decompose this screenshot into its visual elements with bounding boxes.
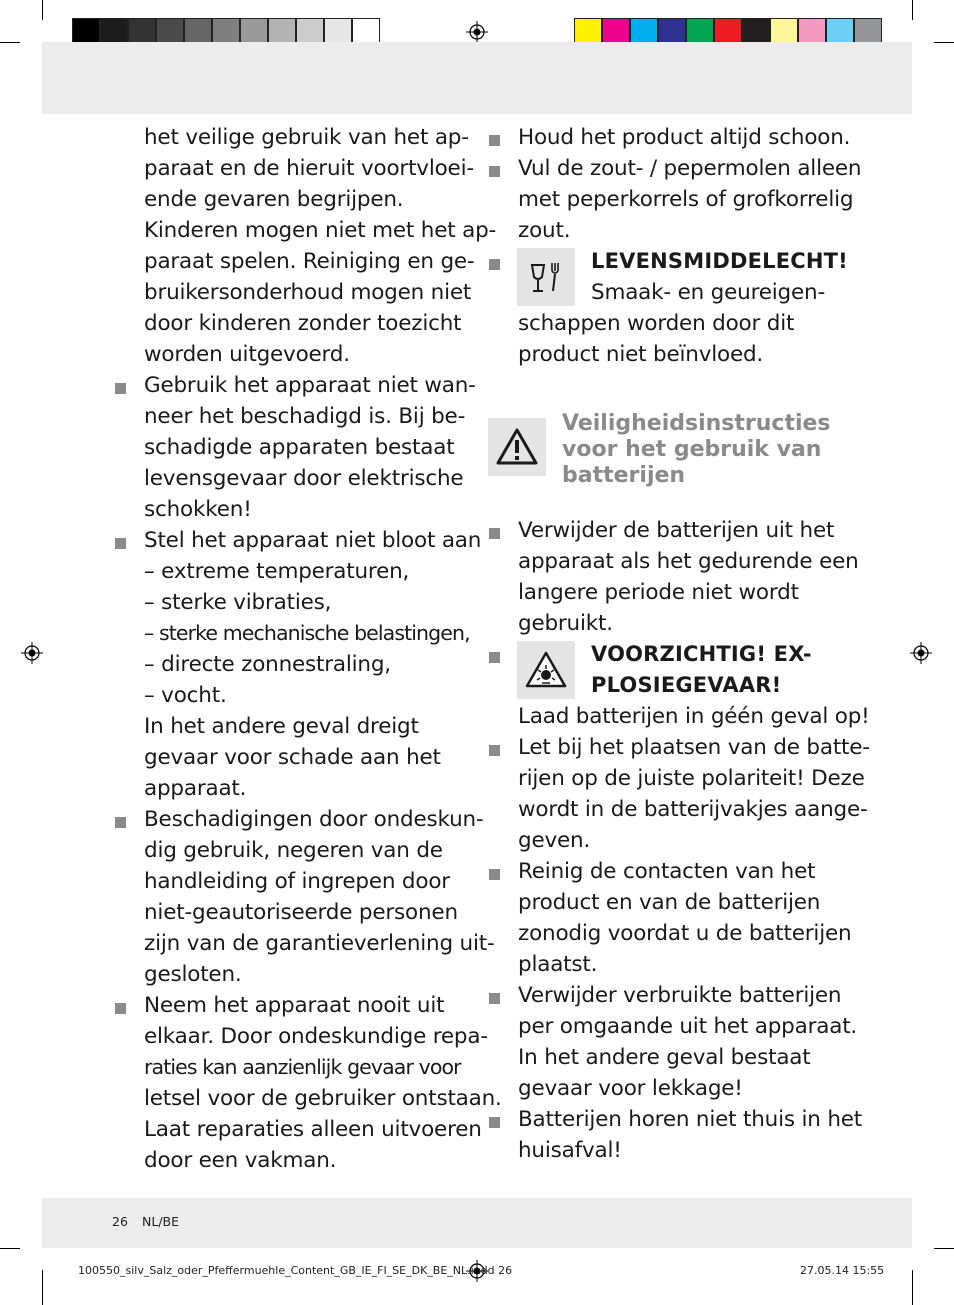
list-item xyxy=(113,525,482,556)
text-line: Vul de zout- / pepermolen alleen xyxy=(518,156,862,181)
section-heading-line: voor het gebruik van xyxy=(562,437,822,462)
list-item xyxy=(487,515,847,546)
section-heading-line: batterijen xyxy=(562,463,686,488)
text-line: Verwijder verbruikte batterijen xyxy=(518,983,842,1008)
bullet-square-icon xyxy=(115,383,126,394)
text-line: gebruikt. xyxy=(518,611,613,636)
text-line: Neem het apparaat nooit uit xyxy=(144,993,445,1018)
text-line: schokken! xyxy=(144,497,252,522)
text-line: schadigde apparaten bestaat xyxy=(144,435,455,460)
list-item xyxy=(487,856,847,887)
food-safe-icon xyxy=(517,248,575,306)
text-line: zout. xyxy=(518,218,571,243)
bullet-square-icon xyxy=(489,259,500,270)
explosion-heading: VOORZICHTIG! EX- xyxy=(591,642,812,666)
text-line: Reinig de contacten van het xyxy=(518,859,816,884)
text-line: Gebruik het apparaat niet wan- xyxy=(144,373,476,398)
text-line: In het andere geval dreigt xyxy=(144,714,419,739)
text-line: Verwijder de batterijen uit het xyxy=(518,518,835,543)
text-line: Batterijen horen niet thuis in het xyxy=(518,1107,863,1132)
text-line: product en van de batterijen xyxy=(518,890,821,915)
crop-mark xyxy=(912,0,913,20)
page-number: 26 xyxy=(112,1214,128,1229)
explosion-icon xyxy=(517,641,575,699)
bullet-square-icon xyxy=(489,993,500,1004)
text-line: wordt in de batterijvakjes aange- xyxy=(518,797,868,822)
exposure-item: – sterke mechanische belastingen, xyxy=(144,621,470,645)
slug-file-info: 100550_silv_Salz_oder_Pfeffermuehle_Content_GB_IE_FI_SE_DK_BE_NL.indd 26 xyxy=(78,1264,513,1277)
continuation-paragraph xyxy=(113,122,497,370)
crop-mark xyxy=(0,1248,20,1249)
list-item xyxy=(113,990,473,1021)
crop-mark xyxy=(42,1270,43,1305)
bullet-square-icon xyxy=(489,652,500,663)
text-line: Houd het product altijd schoon. xyxy=(518,125,851,150)
battery-instructions xyxy=(487,515,870,1166)
bullet-misuse xyxy=(113,804,495,990)
list-item xyxy=(487,153,862,184)
text-line: door kinderen zonder toezicht xyxy=(144,311,462,336)
crop-mark xyxy=(934,1248,954,1249)
text-line: raties kan aanzienlijk gevaar voor xyxy=(144,1055,461,1079)
bullet-square-icon xyxy=(115,1003,126,1014)
list-item xyxy=(113,804,484,835)
locale-label: NL/BE xyxy=(142,1214,179,1229)
bullet-exposure xyxy=(113,525,482,804)
bullet-square-icon xyxy=(489,166,500,177)
text-line: ende gevaren begrijpen. xyxy=(144,187,404,212)
text-line: schappen worden door dit xyxy=(518,311,795,336)
text-line: zonodig voordat u de batterijen xyxy=(518,921,852,946)
text-line: gevaar voor schade aan het xyxy=(144,745,441,770)
warning-triangle-icon xyxy=(488,418,546,476)
exposure-item: – extreme temperaturen, xyxy=(144,559,410,584)
text-line: worden uitgevoerd. xyxy=(144,342,350,367)
text-line: letsel voor de gebruiker ontstaan. xyxy=(144,1086,502,1111)
bullet-square-icon xyxy=(489,869,500,880)
exposure-item: – directe zonnestraling, xyxy=(144,652,391,677)
text-line: rijen op de juiste polariteit! Deze xyxy=(518,766,865,791)
text-line: per omgaande uit het apparaat. xyxy=(518,1014,858,1039)
crop-mark xyxy=(0,42,20,43)
registration-mark-icon xyxy=(466,21,488,43)
text-line: handleiding of ingrepen door xyxy=(144,869,450,894)
text-line: Beschadigingen door ondeskun- xyxy=(144,807,484,832)
text-line: gevaar voor lekkage! xyxy=(518,1076,743,1101)
text-line: In het andere geval bestaat xyxy=(518,1045,811,1070)
crop-mark xyxy=(42,0,43,20)
bullet-square-icon xyxy=(489,1117,500,1128)
text-line: Laat reparaties alleen uitvoeren xyxy=(144,1117,482,1142)
exposure-item: – sterke vibraties, xyxy=(144,590,332,615)
crop-mark xyxy=(912,1270,913,1305)
header-band xyxy=(42,42,912,114)
text-line: met peperkorrels of grofkorrelig xyxy=(518,187,854,212)
text-line: geven. xyxy=(518,828,591,853)
bullet-square-icon xyxy=(115,817,126,828)
text-line: paraat en de hieruit voortvloei- xyxy=(144,156,474,181)
bullet-disassemble xyxy=(113,990,502,1176)
right-column xyxy=(487,122,862,370)
text-line: dig gebruik, negeren van de xyxy=(144,838,443,863)
bullet-square-icon xyxy=(489,135,500,146)
text-line: Smaak- en geureigen- xyxy=(591,280,826,305)
text-line: zijn van de garantieverlening uit- xyxy=(144,931,495,956)
text-line: apparaat. xyxy=(144,776,247,801)
text-line: neer het beschadigd is. Bij be- xyxy=(144,404,466,429)
text-line: niet-geautoriseerde personen xyxy=(144,900,458,925)
list-item xyxy=(113,370,476,401)
text-line: Let bij het plaatsen van de batte- xyxy=(518,735,870,760)
text-line: apparaat als het gedurende een xyxy=(518,549,859,574)
text-line: product niet beïnvloed. xyxy=(518,342,764,367)
bullet-square-icon xyxy=(115,538,126,549)
bullet-square-icon xyxy=(489,528,500,539)
registration-mark-icon xyxy=(21,642,43,664)
bullet-square-icon xyxy=(489,745,500,756)
explosion-heading: PLOSIEGEVAAR! xyxy=(591,673,782,697)
text-line: bruikersonderhoud mogen niet xyxy=(144,280,472,305)
section-heading-batteries xyxy=(562,411,862,489)
text-line: gesloten. xyxy=(144,962,242,987)
text-line: Kinderen mogen niet met het ap- xyxy=(144,218,497,243)
list-item xyxy=(487,1104,863,1135)
text-line: elkaar. Door ondeskundige repa- xyxy=(144,1024,488,1049)
food-safe-heading: LEVENSMIDDELECHT! xyxy=(591,249,848,273)
list-item xyxy=(487,980,847,1011)
section-heading-line: Veiligheidsinstructies xyxy=(562,411,831,436)
text-line: Stel het apparaat niet bloot aan xyxy=(144,528,482,553)
left-column xyxy=(113,122,502,1176)
text-line: Laad batterijen in géén geval op! xyxy=(518,704,870,729)
text-line: plaatst. xyxy=(518,952,598,977)
text-line: door een vakman. xyxy=(144,1148,337,1173)
list-item xyxy=(487,122,851,153)
text-line: levensgevaar door elektrische xyxy=(144,466,464,491)
bullet-damaged xyxy=(113,370,476,525)
list-item xyxy=(487,732,870,763)
exposure-item: – vocht. xyxy=(144,683,227,708)
text-line: langere periode niet wordt xyxy=(518,580,799,605)
text-line: paraat spelen. Reiniging en ge- xyxy=(144,249,475,274)
text-line: het veilige gebruik van het ap- xyxy=(144,125,469,150)
crop-mark xyxy=(934,42,954,43)
slug-date-info: 27.05.14 15:55 xyxy=(800,1264,885,1277)
text-line: huisafval! xyxy=(518,1138,622,1163)
registration-mark-icon xyxy=(910,642,932,664)
